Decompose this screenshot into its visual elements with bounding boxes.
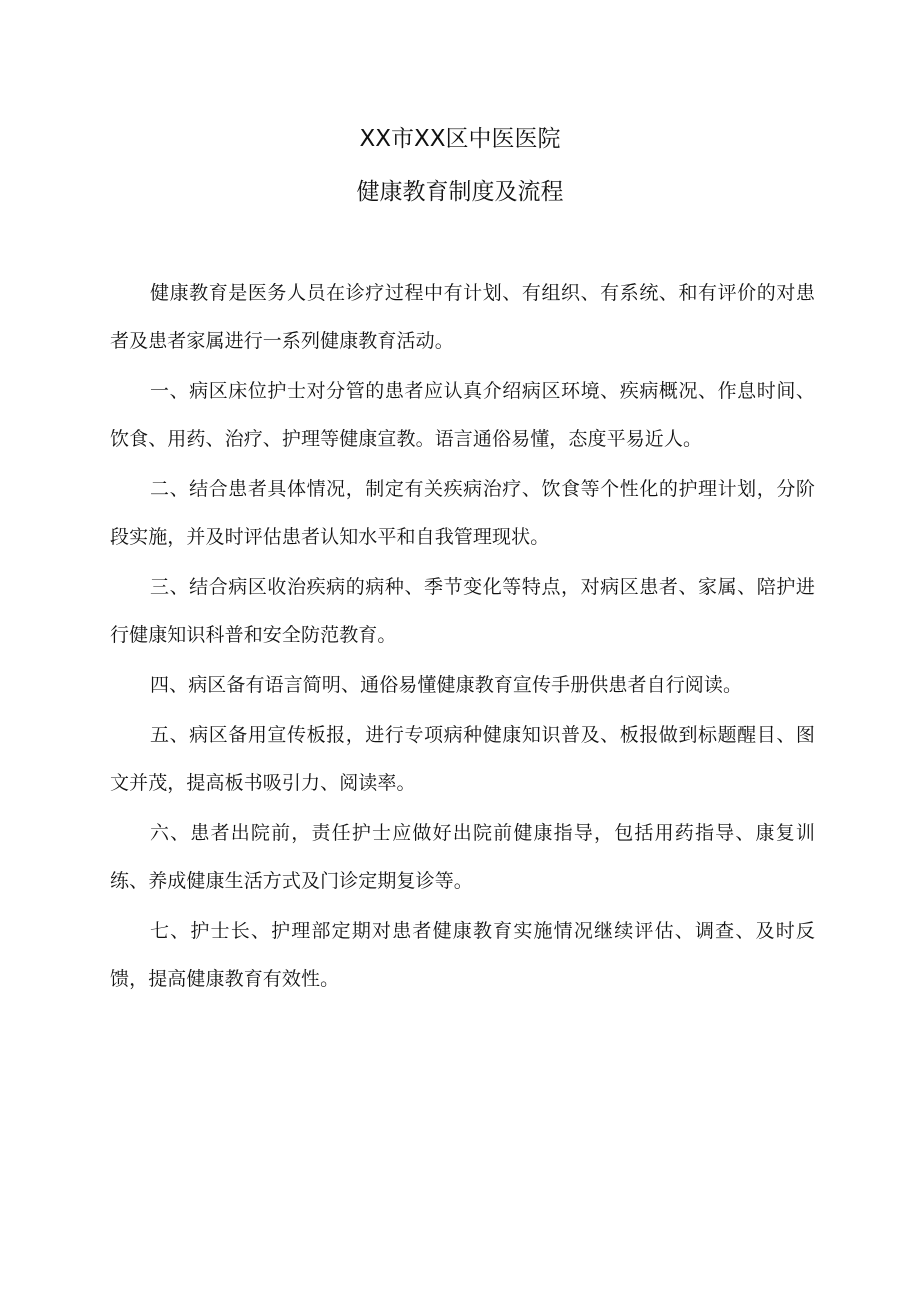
rule-paragraph-5: 五、病区备用宣传板报，进行专项病种健康知识普及、板报做到标题醒目、图文并茂，提高板书吸引力、阅读率。 [110,724,815,794]
rule-paragraph-7: 七、护士长、护理部定期对患者健康教育实施情况继续评估、调查、及时反馈，提高健康教育有效性。 [110,920,815,990]
rule-paragraph-2: 二、结合患者具体情况，制定有关疾病治疗、饮食等个性化的护理计划，分阶段实施，并及时评估患者认知水平和自我管理现状。 [110,478,815,548]
rule-paragraph-3: 三、结合病区收治疾病的病种、季节变化等特点，对病区患者、家属、陪护进行健康知识科普和安全防范教育。 [110,576,815,646]
document-body [110,269,815,1005]
document-header [0,124,920,207]
rule-paragraph-6: 六、患者出院前，责任护士应做好出院前健康指导，包括用药指导、康复训练、养成健康生活方式及门诊定期复诊等。 [110,822,815,892]
rule-paragraph-4: 四、病区备有语言简明、通俗易懂健康教育宣传手册供患者自行阅读。 [150,674,743,696]
rule-paragraph-1: 一、病区床位护士对分管的患者应认真介绍病区环境、疾病概况、作息时间、饮食、用药、治疗、护理等健康宣教。语言通俗易懂，态度平易近人。 [110,380,815,450]
intro-paragraph: 健康教育是医务人员在诊疗过程中有计划、有组织、有系统、和有评价的对患者及患者家属进行一系列健康教育活动。 [110,282,815,352]
document-subtitle: 健康教育制度及流程 [356,179,564,205]
document-title: XX市XX区中医医院 [359,126,561,152]
